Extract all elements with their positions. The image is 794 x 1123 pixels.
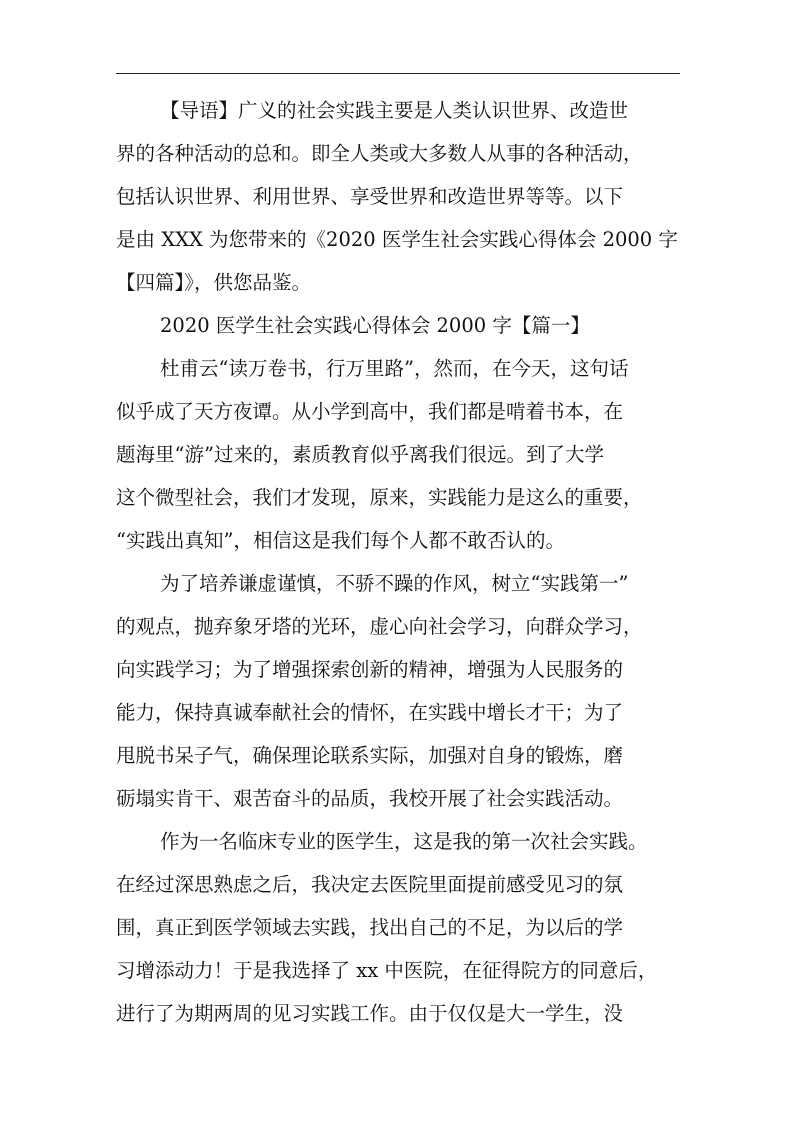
paragraph-2-line-3: 向实践学习；为了增强探索创新的精神，增强为人民服务的 [116,658,624,681]
paragraph-1-line-1: 杜甫云“读万卷书，行万里路”，然而，在今天，这句话 [160,357,629,380]
paragraph-3-line-5: 进行了为期两周的见习实践工作。由于仅仅是大一学生，没 [116,1002,624,1025]
paragraph-3-line-3: 围，真正到医学领域去实践，找出自己的不足，为以后的学 [116,916,624,939]
section-heading: 2020 医学生社会实践心得体会 2000 字【篇一】 [160,314,590,337]
paragraph-2-line-1: 为了培养谦虚谨慎，不骄不躁的作风，树立“实践第一” [160,572,629,595]
paragraph-2-line-6: 砺塌实肯干、艰苦奋斗的品质，我校开展了社会实践活动。 [116,787,624,810]
intro-line-2: 界的各种活动的总和。即全人类或大多数人从事的各种活动， [116,142,643,165]
intro-line-3: 包括认识世界、利用世界、享受世界和改造世界等等。以下 [116,185,624,208]
paragraph-3-line-1: 作为一名临床专业的医学生，这是我的第一次社会实践。 [160,830,648,853]
paragraph-2-line-5: 甩脱书呆子气，确保理论联系实际，加强对自身的锻炼，磨 [116,744,624,767]
intro-line-1: 【导语】广义的社会实践主要是人类认识世界、改造世 [160,99,629,122]
paragraph-1-line-3: 题海里“游”过来的，素质教育似乎离我们很远。到了大学 [116,443,604,466]
paragraph-2-line-2: 的观点，抛弃象牙塔的光环，虚心向社会学习，向群众学习， [116,615,643,638]
paragraph-1-line-4: 这个微型社会，我们才发现，原来，实践能力是这么的重要， [116,486,643,509]
intro-line-5: 【四篇】》，供您品鉴。 [116,271,312,294]
paragraph-3-line-4: 习增添动力！于是我选择了 xx 中医院，在征得院方的同意后， [116,959,658,982]
paragraph-3-line-2: 在经过深思熟虑之后，我决定去医院里面提前感受见习的氛 [116,873,624,896]
intro-line-4: 是由 XXX 为您带来的《2020 医学生社会实践心得体会 2000 字 [116,228,678,251]
header-rule [116,73,680,74]
paragraph-1-line-2: 似乎成了天方夜谭。从小学到高中，我们都是啃着书本，在 [116,400,624,423]
paragraph-2-line-4: 能力，保持真诚奉献社会的情怀，在实践中增长才干；为了 [116,701,624,724]
paragraph-1-line-5: “实践出真知”，相信这是我们每个人都不敢否认的。 [116,529,565,552]
